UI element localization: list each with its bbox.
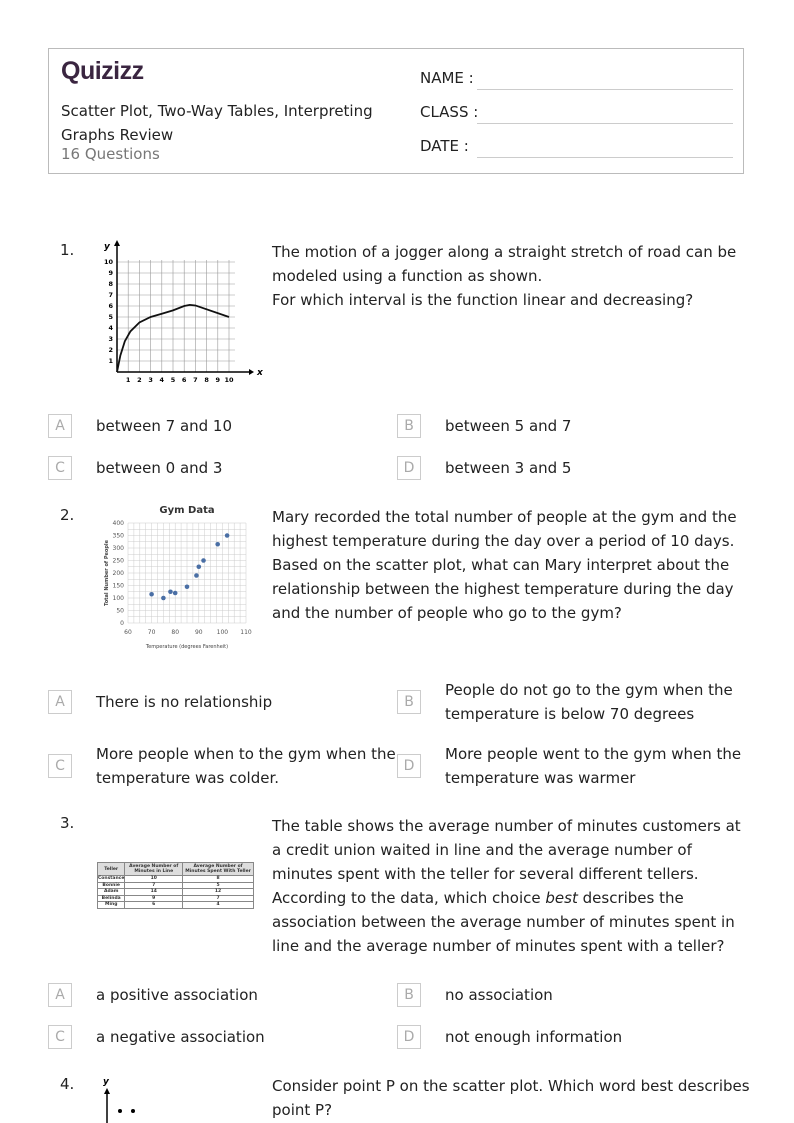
table-cell: Ming <box>98 902 125 909</box>
data-point <box>194 573 199 578</box>
y-tick-label: 0 <box>120 620 124 627</box>
option-b-text[interactable]: no association <box>445 986 553 1004</box>
data-point <box>201 558 206 563</box>
table-cell: 8 <box>183 876 254 883</box>
data-point <box>149 592 154 597</box>
x-tick-label: 4 <box>159 376 165 384</box>
option-b-box[interactable]: B <box>397 414 421 438</box>
question-number: 1. <box>60 241 75 259</box>
option-c-text[interactable]: between 0 and 3 <box>96 459 223 477</box>
option-c-text[interactable]: a negative association <box>96 1028 265 1046</box>
y-tick-label: 50 <box>116 607 124 615</box>
option-d-box[interactable]: D <box>397 754 421 778</box>
y-tick-label: 10 <box>103 258 113 266</box>
x-tick-label: 6 <box>181 376 187 384</box>
question-text: The motion of a jogger along a straight stretch of road can be modeled using a function as shown. For which interval is the function linear and decreasing? <box>272 243 737 309</box>
option-d-box[interactable]: D <box>397 1025 421 1049</box>
y-tick-label: 8 <box>108 280 113 288</box>
option-c-box[interactable]: C <box>48 754 72 778</box>
data-point <box>173 591 178 596</box>
y-axis-label: y <box>104 242 110 252</box>
table-cell: 7 <box>183 895 254 902</box>
arrow-up-icon <box>114 240 120 246</box>
x-tick-label: 70 <box>147 629 156 636</box>
x-tick-label: 2 <box>137 376 142 384</box>
y-tick-label: 1 <box>108 357 113 365</box>
class-label: CLASS : <box>420 103 479 121</box>
name-label: NAME : <box>420 69 474 87</box>
point-p-scatter-plot <box>95 1075 155 1123</box>
y-tick-label: 400 <box>112 520 124 527</box>
option-a-text[interactable]: a positive association <box>96 986 258 1004</box>
x-tick-label: 1 <box>125 376 131 384</box>
option-d-box[interactable]: D <box>397 456 421 480</box>
option-b-text[interactable]: between 5 and 7 <box>445 417 572 435</box>
option-b-box[interactable]: B <box>397 983 421 1007</box>
x-axis-label: Temperature (degrees Farenheit) <box>145 644 229 650</box>
question-text <box>272 814 750 958</box>
x-tick-label: 9 <box>215 376 221 384</box>
table-cell: Adam <box>98 889 125 896</box>
y-tick-label: 4 <box>108 324 113 332</box>
y-tick-label: 6 <box>108 302 113 310</box>
y-tick-label: 7 <box>108 291 113 299</box>
option-a-text[interactable]: There is no relationship <box>96 693 273 711</box>
table-cell: 12 <box>183 889 254 896</box>
table-cell: 7 <box>125 882 183 889</box>
y-tick-label: 3 <box>108 335 113 343</box>
question-text-emphasis: best <box>545 889 578 907</box>
question-count: 16 Questions <box>61 145 160 163</box>
table-cell: Belinda <box>98 895 125 902</box>
option-c-box[interactable]: C <box>48 1025 72 1049</box>
chart-title: Gym Data <box>159 505 215 516</box>
table-cell: 9 <box>125 895 183 902</box>
worksheet-header <box>48 48 744 174</box>
data-point <box>161 596 166 601</box>
table-cell: Constance <box>98 876 125 881</box>
y-tick-label: 150 <box>112 582 124 590</box>
x-tick-label: 7 <box>193 376 198 384</box>
x-tick-label: 60 <box>124 629 132 636</box>
option-c-text[interactable]: More people when to the gym when the temperature was colder. <box>96 745 396 787</box>
question-number: 3. <box>60 814 75 832</box>
table-cell: 4 <box>183 902 254 909</box>
option-b-text[interactable]: People do not go to the gym when the temperature is below 70 degrees <box>445 681 733 723</box>
question-text-part: The table shows the average number of minutes customers at a credit union waited in line and the average number of minutes spent with the teller for several different tellers. According to the data, which choice <box>272 817 741 907</box>
y-tick-label: 100 <box>112 595 124 602</box>
x-tick-label: 5 <box>170 376 176 384</box>
quizizz-logo: Quizizz <box>61 57 144 85</box>
question-number: 2. <box>60 506 75 524</box>
question-text-part: describes the association between the average number of minutes spent in line and the average number of minutes spent with a teller? <box>272 889 735 955</box>
jogger-function-graph <box>95 240 263 385</box>
data-point <box>215 542 220 547</box>
data-point <box>225 533 230 538</box>
option-d-text[interactable]: not enough information <box>445 1028 623 1046</box>
date-line[interactable] <box>477 157 733 158</box>
data-point <box>131 1109 135 1113</box>
table-cell: 6 <box>125 902 183 909</box>
x-tick-label: 110 <box>240 629 252 636</box>
gym-data-scatter-plot <box>95 498 260 656</box>
y-tick-label: 350 <box>112 532 124 540</box>
question-text: Consider point P on the scatter plot. Which word best describes point P? <box>272 1077 750 1119</box>
option-a-box[interactable]: A <box>48 690 72 714</box>
class-line[interactable] <box>477 123 733 124</box>
y-tick-label: 200 <box>112 570 124 577</box>
data-point <box>118 1109 122 1113</box>
worksheet-title: Scatter Plot, Two-Way Tables, Interpreting Graphs Review <box>61 102 373 144</box>
x-tick-label: 100 <box>216 629 229 636</box>
x-tick-label: 3 <box>148 376 153 384</box>
x-axis-label: x <box>257 368 263 378</box>
table-row <box>98 902 254 909</box>
x-tick-label: 10 <box>224 376 234 384</box>
y-axis-label: y <box>103 1077 109 1087</box>
y-tick-label: 9 <box>108 269 113 277</box>
x-tick-label: 80 <box>171 629 180 636</box>
table-header: Teller <box>98 863 125 876</box>
option-d-text[interactable]: between 3 and 5 <box>445 459 572 477</box>
option-b-box[interactable]: B <box>397 690 421 714</box>
option-a-box[interactable]: A <box>48 983 72 1007</box>
x-tick-label: 90 <box>194 629 203 636</box>
data-point <box>168 589 173 594</box>
x-tick-label: 8 <box>204 376 209 384</box>
arrow-up-icon <box>104 1088 110 1094</box>
name-line[interactable] <box>477 89 733 90</box>
option-c-box[interactable]: C <box>48 456 72 480</box>
table-header: Average Number of Minutes in Line <box>125 863 183 876</box>
question-text: Mary recorded the total number of people at the gym and the highest temperature during the day over a period of 10 days. Based on the scatter plot, what can Mary interpret about the relationship between the highest temperature during the day and the number of people who go to the gym? <box>272 508 737 622</box>
table-header: Average Number of Minutes Spent With Teller <box>183 863 254 876</box>
option-a-box[interactable]: A <box>48 414 72 438</box>
question-number: 4. <box>60 1075 75 1093</box>
data-point <box>185 584 190 589</box>
y-tick-label: 5 <box>108 313 113 321</box>
table-cell: 14 <box>125 889 183 896</box>
y-tick-label: 2 <box>108 346 113 354</box>
table-cell: Bonnie <box>98 882 125 889</box>
date-label: DATE : <box>420 137 469 155</box>
option-d-text[interactable]: More people went to the gym when the temperature was warmer <box>445 745 742 787</box>
arrow-right-icon <box>249 369 254 375</box>
y-tick-label: 250 <box>112 557 124 565</box>
y-axis-label: Total Number of People <box>104 539 110 607</box>
data-point <box>197 564 202 569</box>
option-a-text[interactable]: between 7 and 10 <box>96 417 233 435</box>
teller-table <box>97 862 254 909</box>
y-tick-label: 300 <box>112 545 124 552</box>
table-cell: 5 <box>183 882 254 889</box>
table-cell: 10 <box>125 876 183 883</box>
